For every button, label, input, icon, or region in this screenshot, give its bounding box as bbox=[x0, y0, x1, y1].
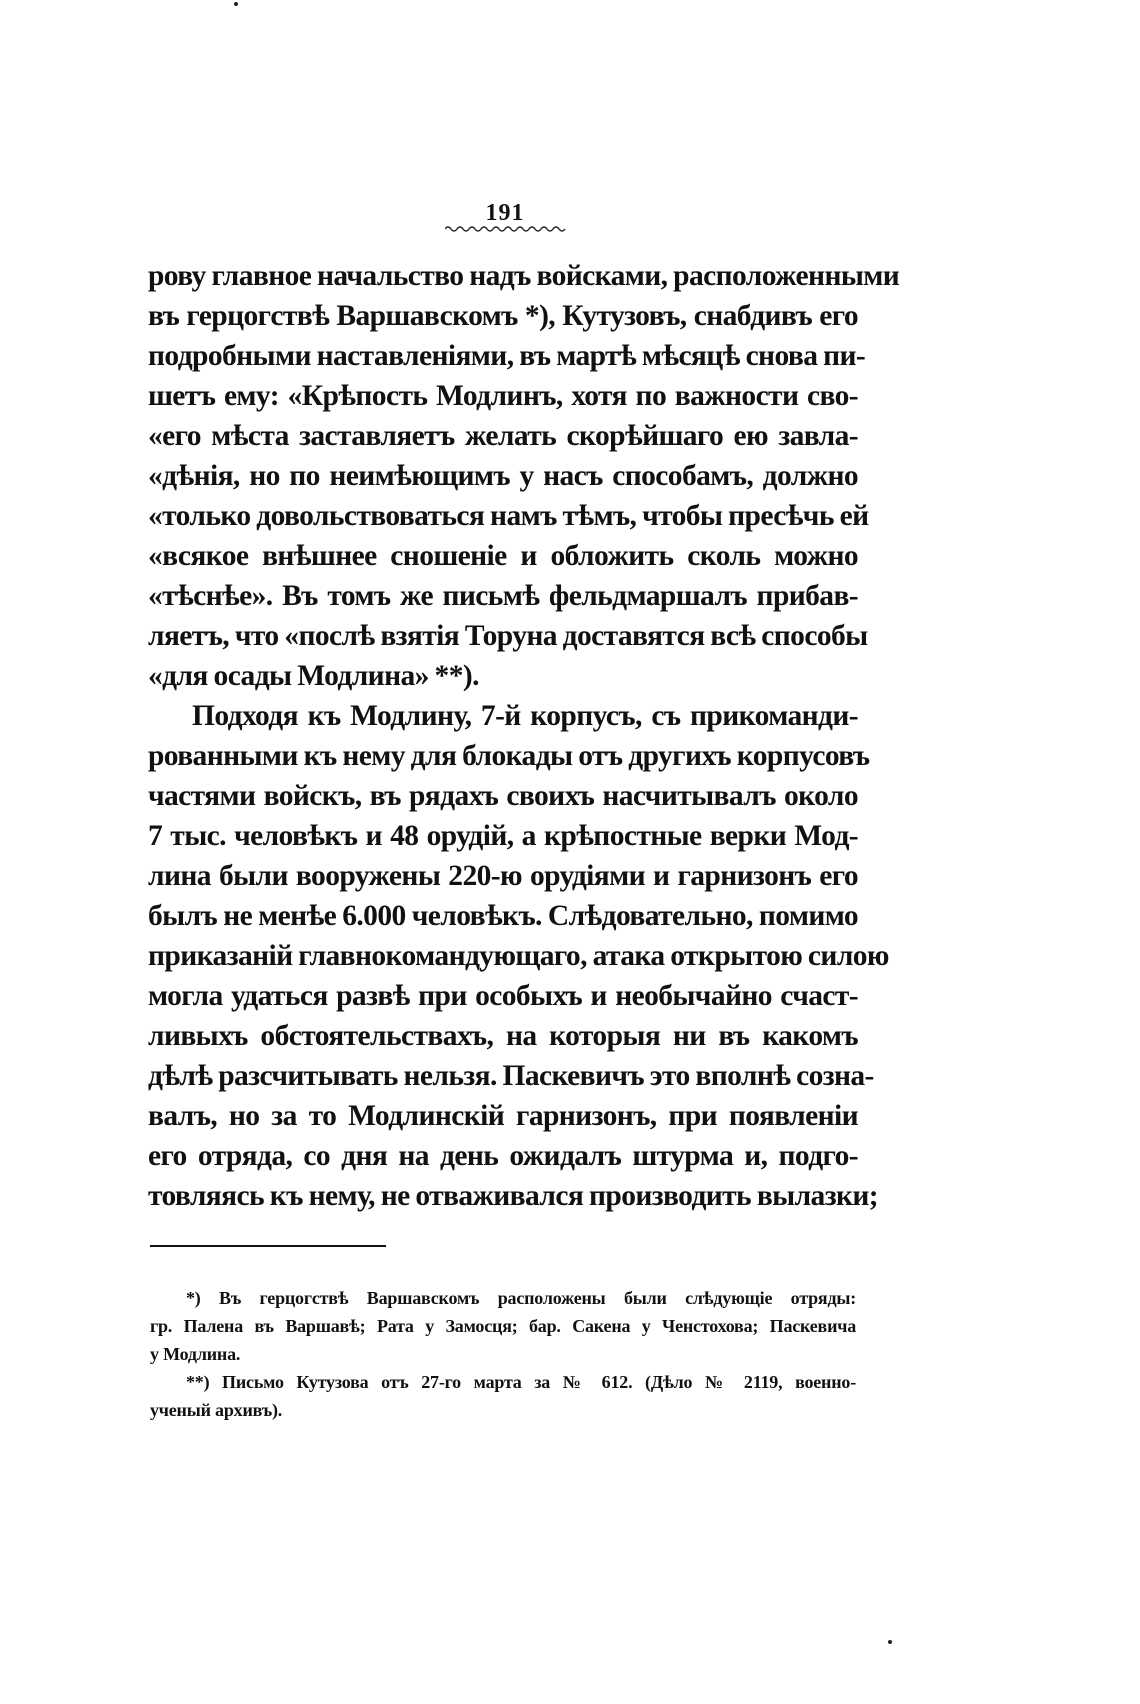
footnotes bbox=[150, 1284, 856, 1424]
body-line: «тѣснѣе». Въ томъ же письмѣ фельдмаршалъ прибав- bbox=[148, 580, 858, 612]
footnote-1 bbox=[150, 1284, 856, 1368]
body-line: въ герцогствѣ Варшавскомъ *), Кутузовъ, снабдивъ его bbox=[148, 300, 858, 332]
body-line: былъ не менѣе 6.000 человѣкъ. Слѣдовательно, помимо bbox=[148, 900, 858, 932]
body-line: «всякое внѣшнее сношеніе и обложить сколь можно bbox=[148, 540, 858, 572]
body-line: частями войскъ, въ рядахъ своихъ насчитывалъ около bbox=[148, 780, 858, 812]
footnote-line: **) Письмо Кутузова отъ 27-го марта за № 612. (Дѣло № 2119, военно- bbox=[186, 1372, 856, 1392]
footnote-separator bbox=[150, 1245, 386, 1247]
footnote-line: гр. Палена въ Варшавѣ; Рата у Замосця; бар. Сакена у Ченстохова; Паскевича bbox=[150, 1316, 856, 1336]
footnote-line: у Модлина. bbox=[150, 1344, 241, 1364]
footnote-2 bbox=[150, 1368, 856, 1424]
wavy-rule-ornament bbox=[445, 224, 567, 234]
body-line: ляетъ, что «послѣ взятія Торуна доставятся всѣ способы bbox=[148, 620, 868, 652]
body-line: его отряда, со дня на день ожидалъ штурма и, подго- bbox=[148, 1140, 858, 1172]
scan-speck bbox=[888, 1640, 892, 1644]
body-line: дѣлѣ разсчитывать нельзя. Паскевичъ это вполнѣ сознa- bbox=[148, 1060, 874, 1092]
footnote-line: *) Въ герцогствѣ Варшавскомъ расположены были слѣдующіе отряды: bbox=[186, 1288, 856, 1308]
scan-speck bbox=[234, 2, 238, 6]
body-text bbox=[148, 256, 900, 1216]
body-line: «только довольствоваться намъ тѣмъ, чтобы пресѣчь ей bbox=[148, 500, 869, 532]
body-line: приказаній главнокомандующаго, атака открытою силою bbox=[148, 940, 889, 972]
body-line: шетъ ему: «Крѣпость Модлинъ, хотя по важности сво- bbox=[148, 380, 858, 412]
body-line: «его мѣста заставляетъ желать скорѣйшаго ею завла- bbox=[148, 420, 858, 452]
body-line: товляясь къ нему, не отваживался производить вылазки; bbox=[148, 1180, 878, 1212]
body-line: валъ, но за то Модлинскій гарнизонъ, при появленіи bbox=[148, 1100, 858, 1132]
body-line: лина были вооружены 220-ю орудіями и гарнизонъ его bbox=[148, 860, 858, 892]
body-line: ливыхъ обстоятельствахъ, на которыя ни въ какомъ bbox=[148, 1020, 858, 1052]
body-line: Подходя къ Модлину, 7-й корпусъ, съ прикоманди- bbox=[192, 700, 858, 732]
footnote-line: ученый архивъ). bbox=[150, 1400, 283, 1420]
body-line: «для осады Модлина» **). bbox=[148, 660, 479, 692]
body-line: 7 тыс. человѣкъ и 48 орудій, а крѣпостные верки Мод- bbox=[148, 820, 858, 852]
body-line: рованными къ нему для блокады отъ другихъ корпусовъ bbox=[148, 740, 870, 772]
body-line: подробными наставленіями, въ мартѣ мѣсяцѣ снова пи- bbox=[148, 340, 866, 372]
body-line: могла удаться развѣ при особыхъ и необычайно счаст- bbox=[148, 980, 858, 1012]
page-number: 191 bbox=[485, 200, 525, 226]
body-line: рову главное начальство надъ войсками, расположенными bbox=[148, 260, 900, 292]
body-line: «дѣнія, но по неимѣющимъ у насъ способамъ, должно bbox=[148, 460, 858, 492]
